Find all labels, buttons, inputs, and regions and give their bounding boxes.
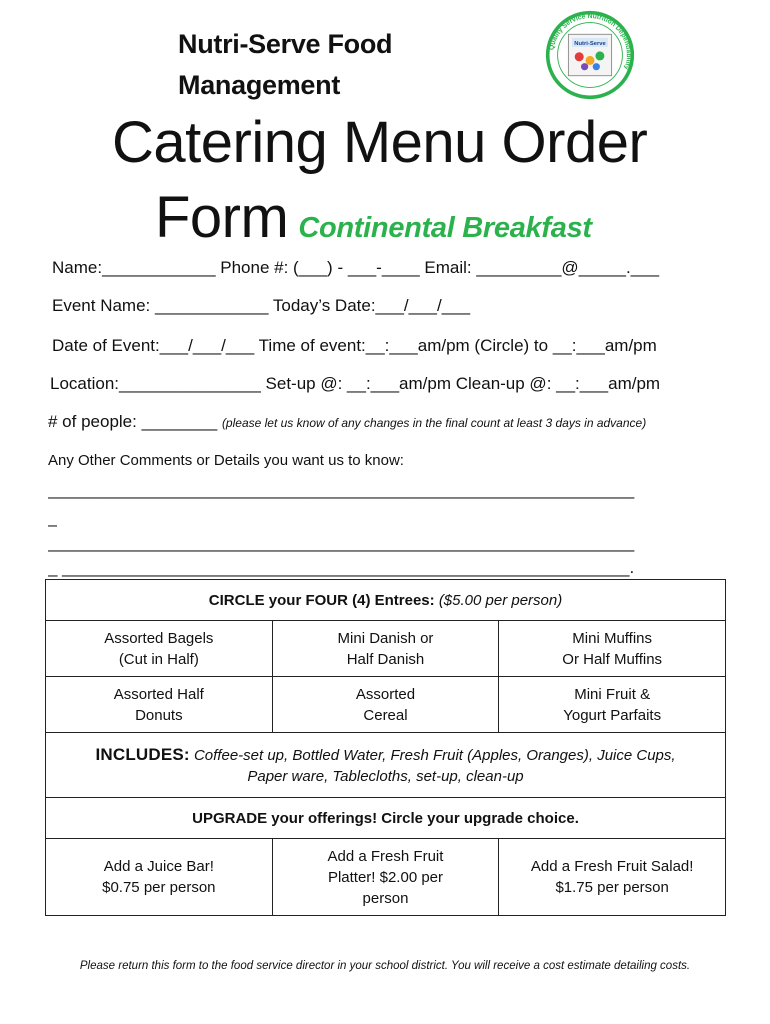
includes-label: INCLUDES: — [95, 744, 190, 764]
entrees-price: ($5.00 per person) — [438, 591, 563, 609]
location-line: Location:_______________ Set-up @: __:___am/pm Clean-up @: __:___am/pm — [50, 374, 661, 393]
includes-text-1: Coffee-set up, Bottled Water, Fresh Fruit (Apples, Oranges), Juice Cups, — [189, 746, 676, 764]
comments-blank-2: ______________________________________________________________ — [48, 533, 635, 552]
menu-table — [45, 579, 726, 916]
people-note: (please let us know of any changes in the final count at least 3 days in advance) — [221, 416, 647, 430]
upgrade-option[interactable]: Add a Juice Bar! $0.75 per person — [46, 839, 273, 916]
comments-blank-1: ______________________________________________________________ — [48, 480, 635, 499]
form-title-line1: Catering Menu Order — [112, 110, 648, 175]
entree-option[interactable]: Assorted Bagels (Cut in Half) — [46, 621, 273, 677]
svg-text:Quality Service Nutrition Depe: Quality Service Nutrition Dependability — [548, 13, 632, 71]
entree-option[interactable]: Mini Fruit & Yogurt Parfaits — [499, 677, 726, 733]
comments-blank-1b: _ — [48, 508, 58, 527]
entree-option[interactable]: Assorted Half Donuts — [46, 677, 273, 733]
includes-row — [46, 733, 726, 798]
svg-text:Nutri-Serve: Nutri-Serve — [574, 41, 606, 48]
people-line — [48, 412, 768, 432]
footer-note: Please return this form to the food service director in your school district. You will receive a cost estimate detailing costs. — [79, 960, 691, 972]
entrees-header — [46, 580, 726, 621]
upgrade-option[interactable]: Add a Fresh Fruit Salad! $1.75 per person — [499, 839, 726, 916]
includes-text-2: Paper ware, Tablecloths, set-up, clean-up — [247, 767, 524, 785]
menu-subtitle: Continental Breakfast — [298, 212, 592, 244]
upgrade-header: UPGRADE your offerings! Circle your upgrade choice. — [46, 798, 726, 839]
entree-option[interactable]: Assorted Cereal — [272, 677, 499, 733]
form-title-line2 — [155, 183, 592, 263]
upgrade-option[interactable]: Add a Fresh Fruit Platter! $2.00 per person — [272, 839, 499, 916]
entree-option[interactable]: Mini Danish or Half Danish — [272, 621, 499, 677]
comments-blank-2b: _ ____________________________________________________________. — [48, 558, 635, 577]
form-title-word: Form — [155, 185, 289, 250]
contact-line: Name:____________ Phone #: (___) - ___-____ Email: _________@_____.___ — [52, 258, 660, 277]
nutri-serve-logo — [545, 10, 635, 100]
entrees-header-label: CIRCLE your FOUR (4) Entrees: — [208, 591, 439, 609]
event-name-line: Event Name: ____________ Today’s Date:___/___/___ — [52, 296, 471, 315]
people-label: # of people: ________ — [48, 412, 222, 431]
comments-label: Any Other Comments or Details you want us to know: — [48, 452, 404, 469]
company-name: Nutri-Serve Food Management — [178, 29, 393, 100]
event-date-line: Date of Event:___/___/___ Time of event:__:___am/pm (Circle) to __:___am/pm — [52, 336, 657, 355]
entree-option[interactable]: Mini Muffins Or Half Muffins — [499, 621, 726, 677]
